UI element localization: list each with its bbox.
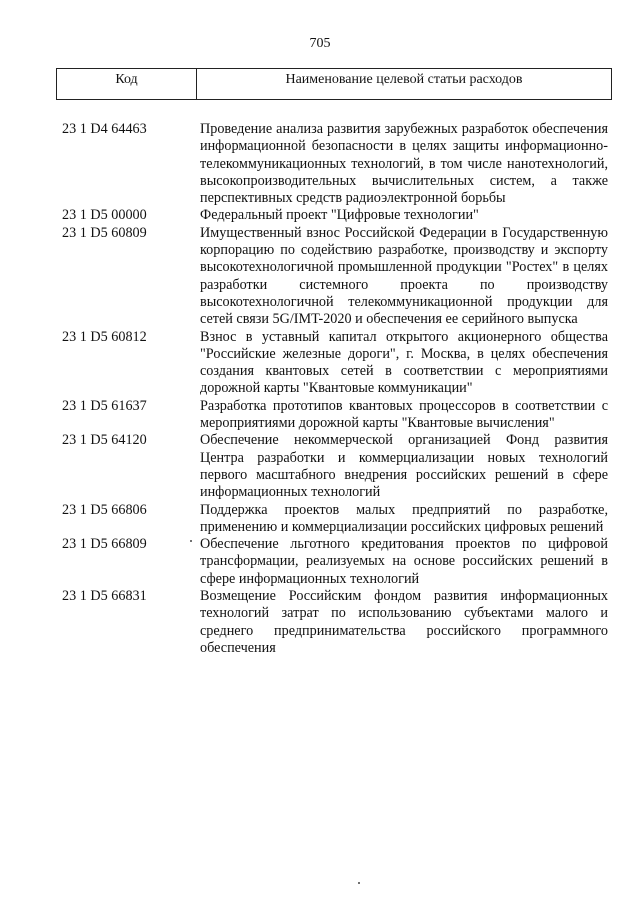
header-code: Код <box>57 69 197 99</box>
page-number: 705 <box>309 36 331 51</box>
scan-speck <box>358 882 360 884</box>
table-row <box>62 225 608 329</box>
row-code: 23 1 D5 61637 <box>62 397 147 414</box>
row-code: 23 1 D5 00000 <box>62 207 147 224</box>
scan-speck <box>190 540 192 542</box>
table-row <box>62 329 608 398</box>
table-row <box>62 502 608 537</box>
row-code: 23 1 D5 64120 <box>62 432 147 449</box>
row-description: Поддержка проектов малых предприятий по разработке, применению и коммерциализации российских цифровых решений <box>200 501 608 535</box>
row-code: 23 1 D4 64463 <box>62 121 147 137</box>
row-code: 23 1 D5 66806 <box>62 501 147 518</box>
row-code: 23 1 D5 60809 <box>62 224 147 241</box>
row-description: Обеспечение льготного кредитования проектов по цифровой трансформации, реализуемых на основе российских решений в сфере информационных технологий <box>200 536 608 587</box>
row-description: Проведение анализа развития зарубежных разработок обеспечения информационной безопасности в целях защиты информационно-телекоммуникационных технологий, в том числе нанотехнологий, высокопроизводительных вычислительных систем, а также перспективных средств радиоэлектронной борьбы <box>200 121 608 207</box>
row-code: 23 1 D5 60812 <box>62 328 147 345</box>
table-row <box>62 536 608 588</box>
table-row <box>62 432 608 501</box>
table-row <box>62 588 608 657</box>
header-name: Наименование целевой статьи расходов <box>285 72 523 87</box>
budget-items-list <box>62 121 608 657</box>
row-description: Обеспечение некоммерческой организацией Фонд развития Центра разработки и коммерциализации новых технологий первого масштабного внедрения российских решений в сфере информационных технологий <box>200 432 608 501</box>
row-description: Разработка прототипов квантовых процессоров в соответствии с мероприятиями дорожной карты "Квантовые вычисления" <box>200 397 608 432</box>
table-row <box>62 398 608 433</box>
row-code: 23 1 D5 66809 <box>62 536 147 553</box>
table-row <box>62 207 608 224</box>
table-row <box>62 121 608 207</box>
row-description: Взнос в уставный капитал открытого акционерного общества "Российские железные дороги", г. Москва, в целях обеспечения создания квантовых сетей в соответствии с мероприятиями дорожной карты "Квантовые коммуникации" <box>200 328 608 397</box>
row-description: Имущественный взнос Российской Федерации в Государственную корпорацию по содействию разработке, производству и экспорту высокотехнологичной промышленной продукции "Ростех" в целях разработки системного проекта по производству высокотехнологичной телекоммуникационной продукции для сетей связи 5G/IMT-2020 и обеспечения ее серийного выпуска <box>200 224 608 328</box>
row-description: Возмещение Российским фондом развития информационных технологий затрат по использованию субъектами малого и среднего предпринимательства российского программного обеспечения <box>200 588 608 656</box>
table-header <box>56 68 612 100</box>
row-code: 23 1 D5 66831 <box>62 588 147 605</box>
row-description: Федеральный проект "Цифровые технологии" <box>200 207 479 224</box>
